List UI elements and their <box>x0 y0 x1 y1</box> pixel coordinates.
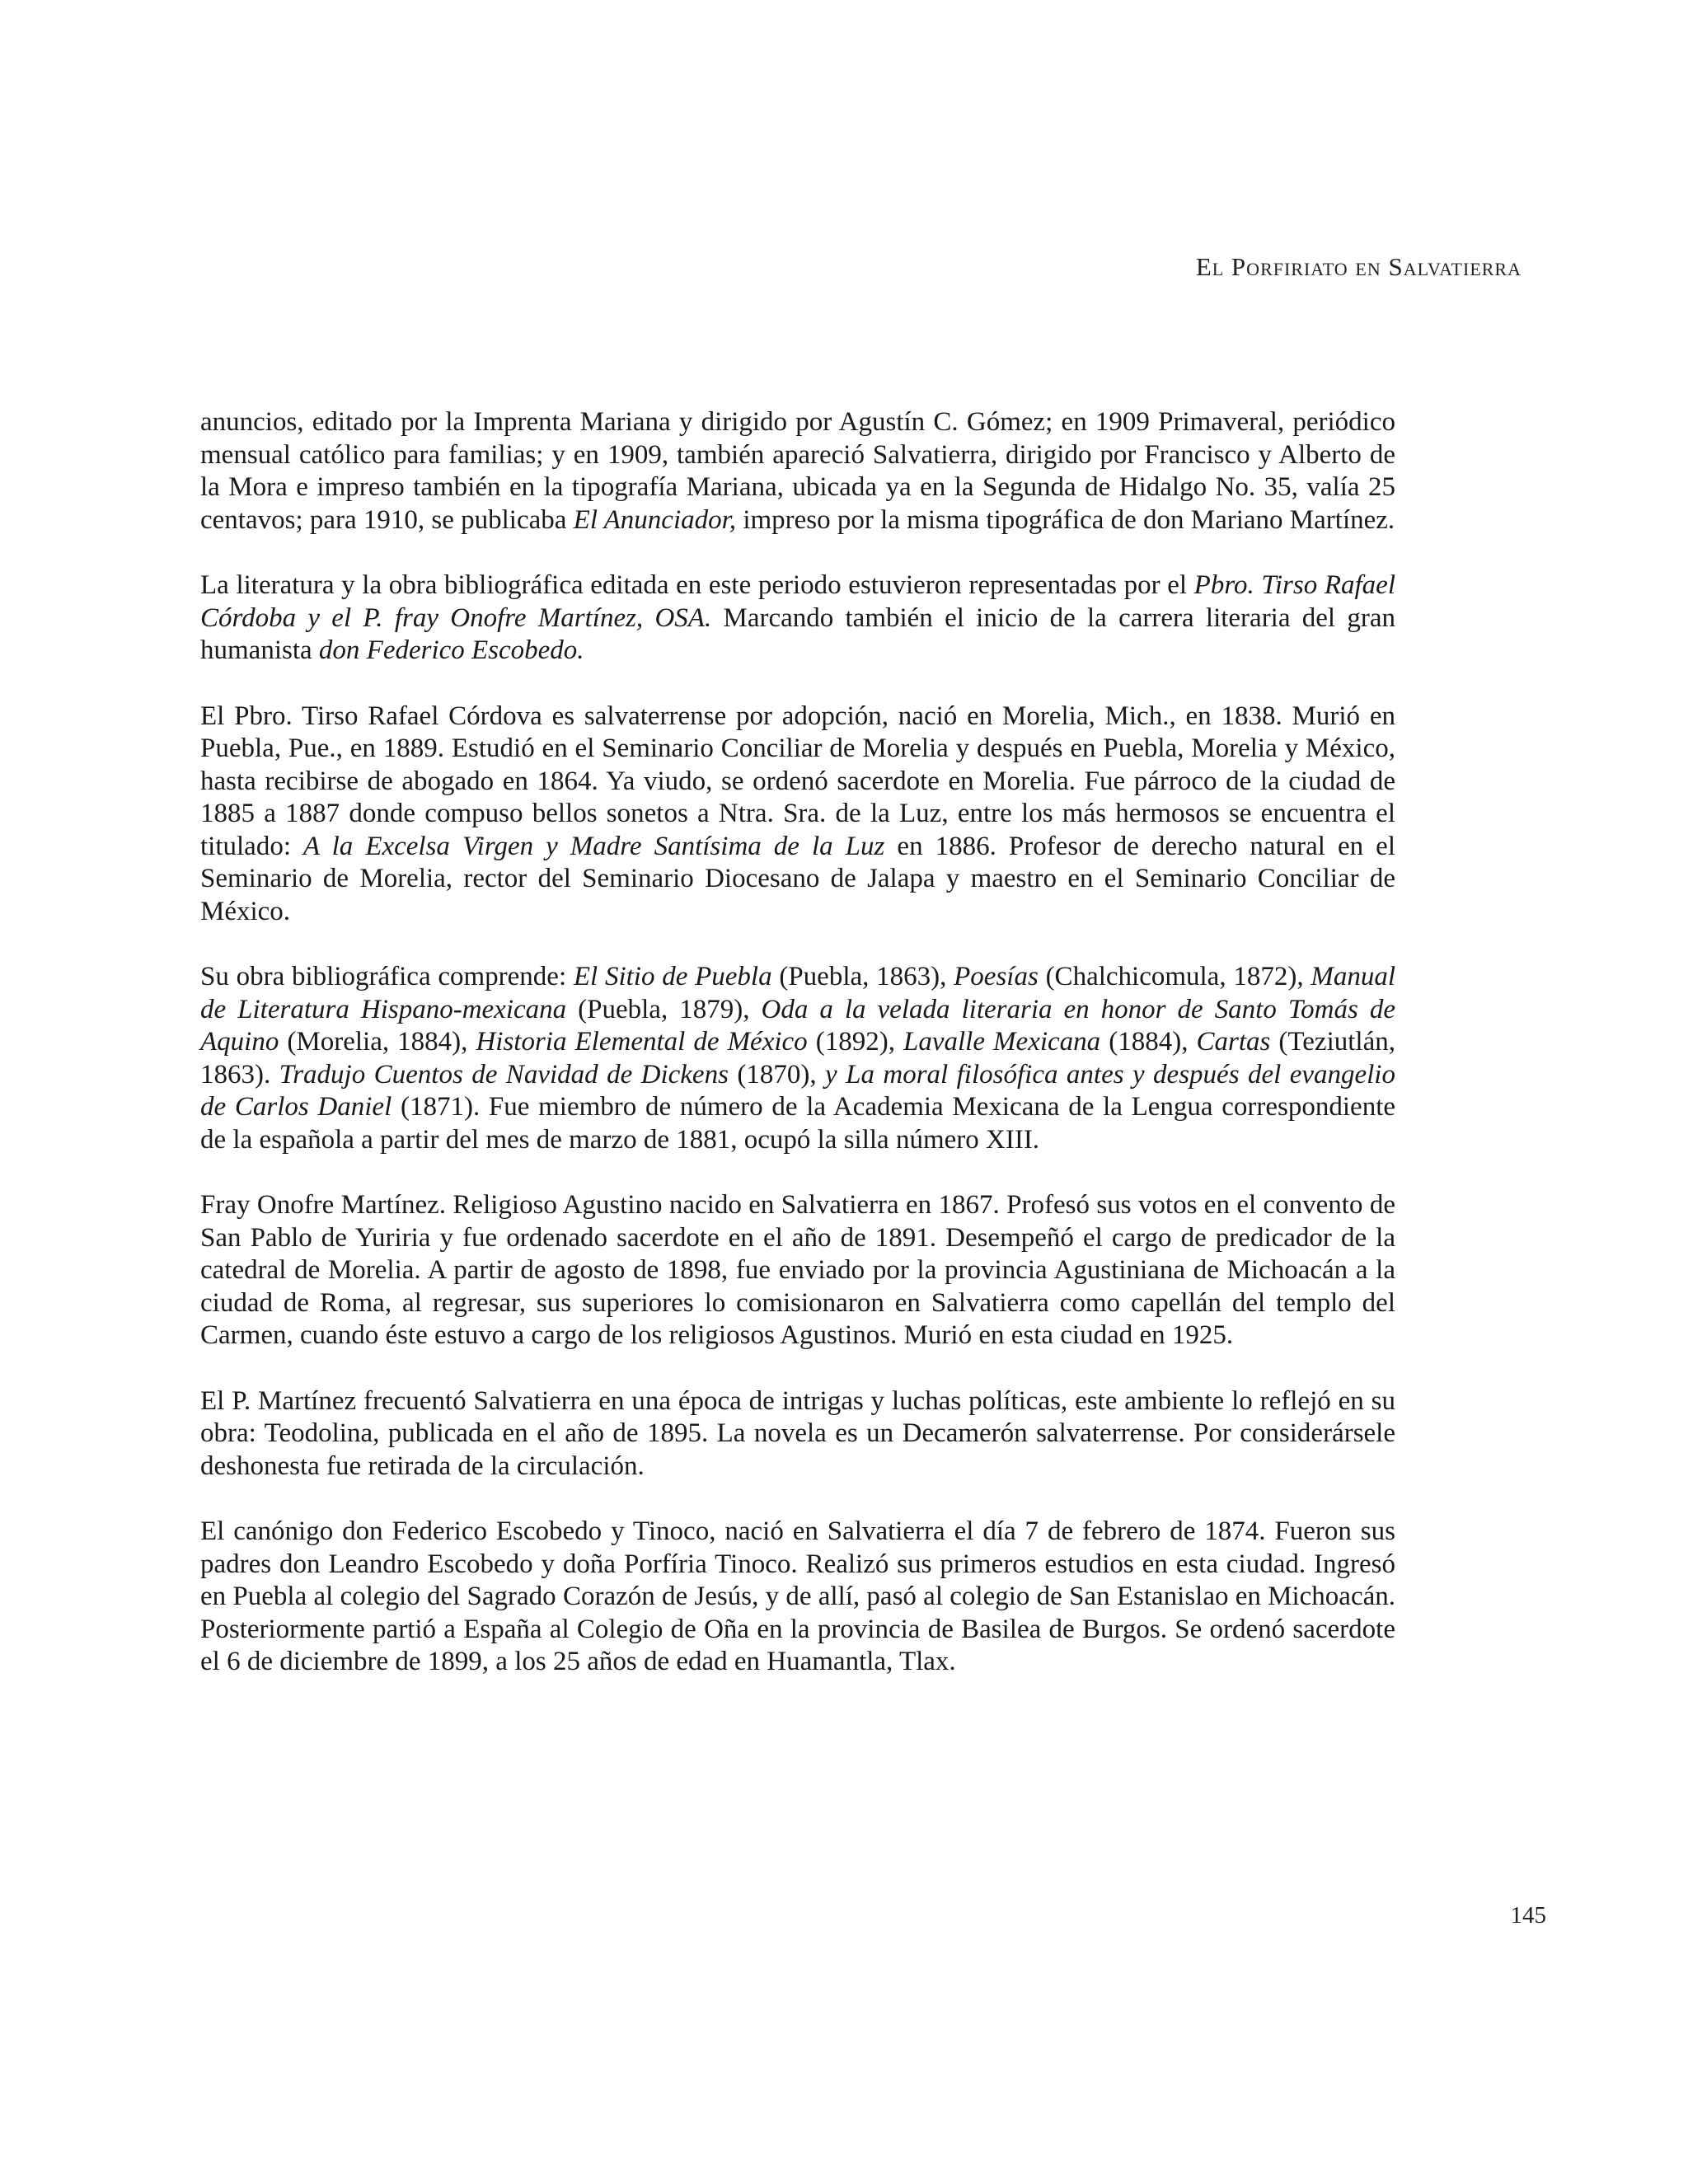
italic-text-run: El Sitio de Puebla <box>573 962 772 991</box>
text-run: (1884), <box>1100 1027 1197 1057</box>
text-run: (Morelia, 1884), <box>279 1027 476 1057</box>
text-run: Marcando también el inicio de la carrera literaria del gran humanista <box>200 602 1395 665</box>
text-run: impreso por la misma tipográfica de don Mariano Martínez. <box>736 504 1395 535</box>
paragraph <box>200 701 1395 929</box>
text-run: El P. Martínez frecuentó Salvatierra en una época de intrigas y luchas políticas, este ambiente lo reflejó en su obra: Teodolina, publicada en el año de 1895. La novela es un Decamerón salvaterrense. Por considerársele deshonesta fue retirada de la circulación. <box>200 1385 1395 1481</box>
text-run: en 1886. Profesor de derecho natural en el Seminario de Morelia, rector del Seminario Diocesano de Jalapa y maestro en el Seminario Conciliar de México. <box>200 831 1396 926</box>
body-text <box>200 406 1395 1679</box>
paragraph <box>200 1189 1395 1352</box>
running-header: El Porfiriato en Salvatierra <box>1195 252 1522 281</box>
italic-text-run: Poesías <box>954 962 1039 991</box>
text-run: Fray Onofre Martínez. Religioso Agustino nacido en Salvatierra en 1867. Profesó sus votos en el convento de San Pablo de Yuriria y fue ordenado sacerdote en el año de 1891. Desempeñó el cargo de predicador de la catedral de Morelia. A partir de agosto de 1898, fue enviado por la provincia Agustiniana de Michoacán a la ciudad de Roma, al regresar, sus superiores lo comisionaron en Salvatierra como capellán del templo del Carmen, cuando éste estuvo a cargo de los religiosos Agustinos. Murió en esta ciudad en 1925. <box>200 1190 1395 1350</box>
italic-text-run: Oda a la velada literaria en honor de Santo Tomás de Aquino <box>200 994 1396 1057</box>
text-run: (Puebla, 1879), <box>566 994 762 1024</box>
page-number: 145 <box>1510 1902 1546 1929</box>
italic-text-run: Pbro. Tirso Rafael Córdoba y el P. fray Onofre Martínez, OSA. <box>200 570 1395 633</box>
text-run: (1870), <box>728 1059 826 1090</box>
text-run: (Teziutlán, 1863). <box>200 1027 1395 1090</box>
italic-text-run: don Federico Escobedo. <box>318 635 584 665</box>
paragraph <box>200 406 1395 537</box>
italic-text-run: Lavalle Mexicana <box>903 1027 1101 1057</box>
text-run: anuncios, editado por la Imprenta Mariana y dirigido por Agustín C. Gómez; en 1909 Primaveral, periódico mensual católico para familias; y en 1909, también apareció Salvatierra, dirigido por Francisco y Alberto de la Mora e impreso también en la tipografía Mariana, ubicada ya en la Segunda de Hidalgo No. 35, valía 25 centavos; para 1910, se publicaba <box>200 407 1395 535</box>
paragraph <box>200 1516 1395 1679</box>
text-run: (1871). Fue miembro de número de la Academia Mexicana de la Lengua correspondiente de la española a partir del mes de marzo de 1881, ocupó la silla número XIII. <box>200 1092 1396 1155</box>
italic-text-run: Manual de Literatura Hispano-mexicana <box>200 962 1395 1024</box>
text-run: (Puebla, 1863), <box>771 962 954 991</box>
paragraph <box>200 569 1395 668</box>
text-run: Su obra bibliográfica comprende: <box>200 962 574 991</box>
italic-text-run: Cartas <box>1196 1027 1271 1057</box>
italic-text-run: Tradujo Cuentos de Navidad de Dickens <box>279 1059 729 1090</box>
text-run: (Chalchicomula, 1872), <box>1038 962 1311 991</box>
italic-text-run: A la Excelsa Virgen y Madre Santísima de la Luz <box>303 831 885 861</box>
paragraph <box>200 1385 1395 1483</box>
text-run: El canónigo don Federico Escobedo y Tinoco, nació en Salvatierra el día 7 de febrero de 1874. Fueron sus padres don Leandro Escobedo y doña Porfíria Tinoco. Realizó sus primeros estudios en esta ciudad. Ingresó en Puebla al colegio del Sagrado Corazón de Jesús, y de allí, pasó al colegio de San Estanislao en Michoacán. Posteriormente partió a España al Colegio de Oña en la provincia de Basilea de Burgos. Se ordenó sacerdote el 6 de diciembre de 1899, a los 25 años de edad en Huamantla, Tlax. <box>200 1516 1395 1676</box>
italic-text-run: y La moral filosófica antes y después del evangelio de Carlos Daniel <box>200 1059 1395 1122</box>
text-run: La literatura y la obra bibliográfica editada en este periodo estuvieron representadas por el <box>200 570 1194 600</box>
italic-text-run: El Anunciador, <box>573 504 737 535</box>
text-run: (1892), <box>807 1027 904 1057</box>
text-run: El Pbro. Tirso Rafael Córdova es salvaterrense por adopción, nació en Morelia, Mich., en 1838. Murió en Puebla, Pue., en 1889. Estudió en el Seminario Conciliar de Morelia y después en Puebla, Morelia y México, hasta recibirse de abogado en 1864. Ya viudo, se ordenó sacerdote en Morelia. Fue párroco de la ciudad de 1885 a 1887 donde compuso bellos sonetos a Ntra. Sra. de la Luz, entre los más hermosos se encuentra el titulado: <box>200 701 1395 861</box>
italic-text-run: Historia Elemental de México <box>476 1027 808 1057</box>
paragraph <box>200 961 1395 1156</box>
